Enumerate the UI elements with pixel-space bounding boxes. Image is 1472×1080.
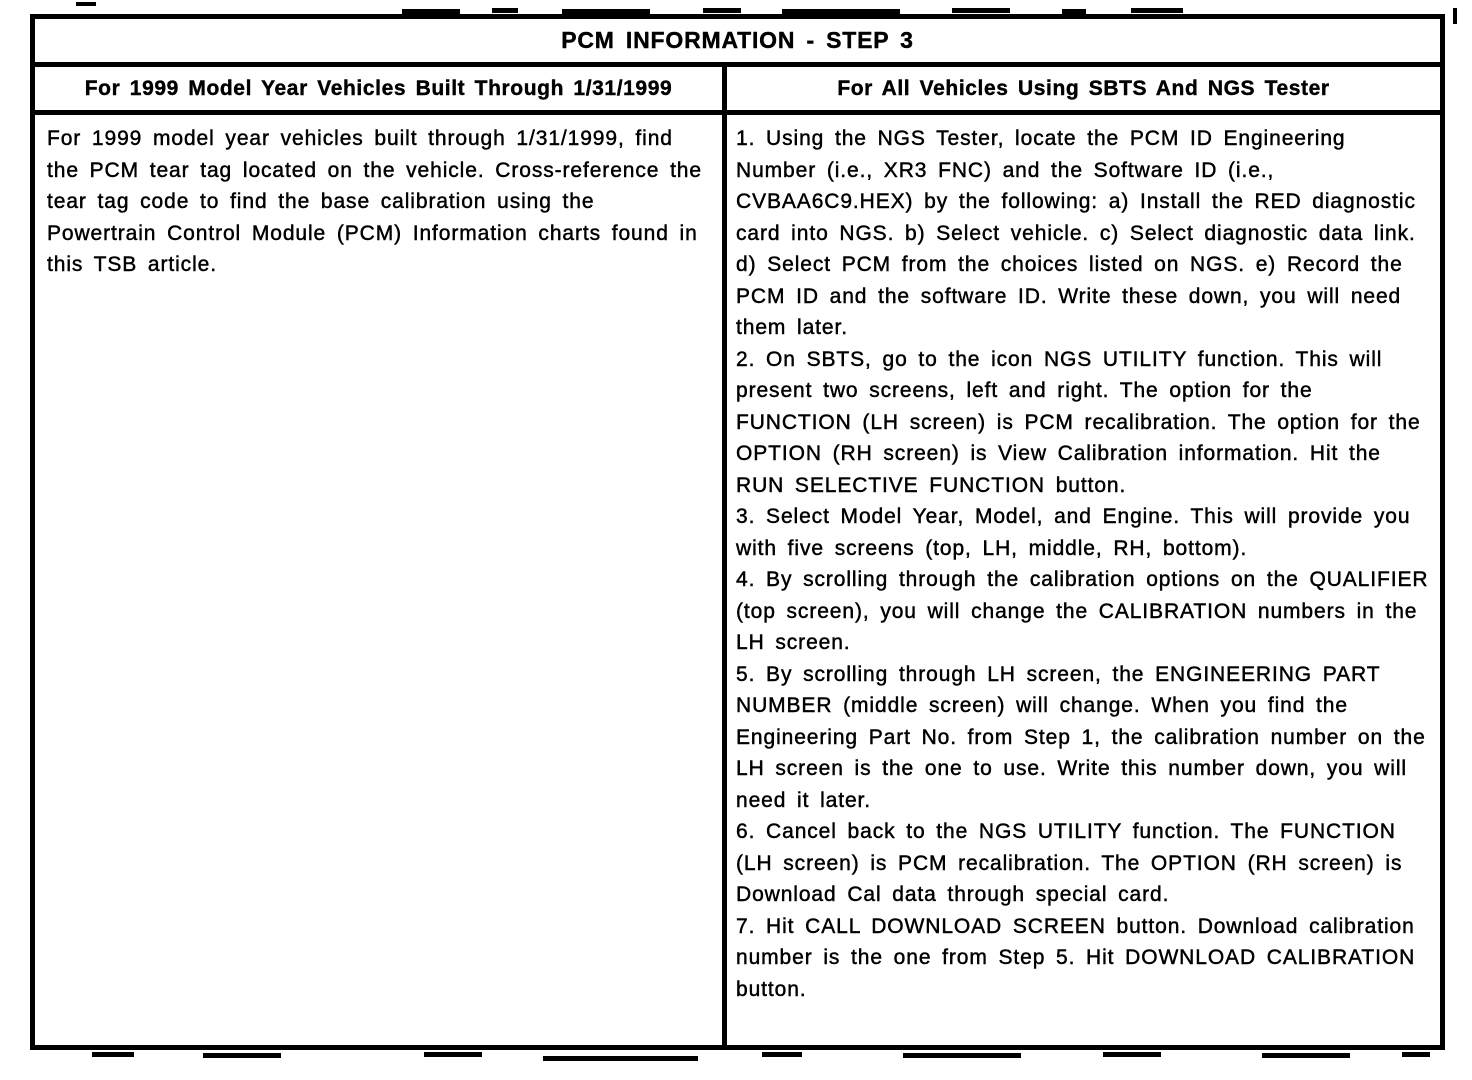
table-title: PCM INFORMATION - STEP 3 xyxy=(561,27,914,53)
scan-artifact xyxy=(203,1053,281,1058)
scan-artifact xyxy=(1103,1052,1161,1057)
column-right-header: For All Vehicles Using SBTS And NGS Tester xyxy=(837,76,1330,100)
scan-artifact xyxy=(903,1053,1021,1058)
scan-artifact xyxy=(1131,8,1183,13)
instruction-step: 2. On SBTS, go to the icon NGS UTILITY function. This will present two screens, left and right. The option for the FUNCTION (LH screen) is PCM recalibration. The option for the OPTION (RH screen) is View Calibration information. Hit the RUN SELECTIVE FUNCTION button. xyxy=(736,347,1421,497)
column-left-header-cell xyxy=(35,67,722,115)
scan-artifact xyxy=(492,8,518,13)
column-sbts-ngs xyxy=(727,67,1440,1045)
table-title-row xyxy=(35,19,1440,67)
left-column-paragraph: For 1999 model year vehicles built through 1/31/1999, find the PCM tear tag located on the vehicle. Cross-reference the tear tag code to find the base calibration using the Powertrain Control Module (PCM) Information charts found in this TSB article. xyxy=(47,127,702,276)
column-1999-vehicles xyxy=(35,67,727,1045)
scan-artifact xyxy=(952,8,1010,13)
instruction-step: 3. Select Model Year, Model, and Engine. This will provide you with five screens (top, LH, middle, RH, bottom). xyxy=(736,505,1411,560)
scan-artifact xyxy=(762,1052,802,1057)
table-columns xyxy=(35,67,1440,1045)
column-left-body-cell xyxy=(35,115,722,1045)
scan-artifact xyxy=(543,1056,698,1061)
instruction-step: 1. Using the NGS Tester, locate the PCM ID Engineering Number (i.e., XR3 FNC) and the Software ID (i.e., CVBAA6C9.HEX) by the following: a) Install the RED diagnostic card into NGS. b) Select vehicle. c) Select diagnostic data link. d) Select PCM from the choices listed on NGS. e) Record the PCM ID and the software ID. Write these down, you will need them later. xyxy=(736,127,1416,339)
instruction-step: 4. By scrolling through the calibration options on the QUALIFIER (top screen), you will change the CALIBRATION numbers in the LH screen. xyxy=(736,568,1429,654)
scan-artifact xyxy=(424,1052,482,1057)
column-left-header: For 1999 Model Year Vehicles Built Through 1/31/1999 xyxy=(84,76,673,100)
pcm-information-table xyxy=(30,14,1445,1050)
instruction-step: 5. By scrolling through LH screen, the ENGINEERING PART NUMBER (middle screen) will change. When you find the Engineering Part No. from Step 1, the calibration number on the LH screen is the one to use. Write this number down, you will need it later. xyxy=(736,662,1426,812)
scan-artifact xyxy=(703,8,741,13)
instruction-step: 6. Cancel back to the NGS UTILITY function. The FUNCTION (LH screen) is PCM recalibration. The OPTION (RH screen) is Download Cal data through special card. xyxy=(736,820,1403,906)
instruction-step: 7. Hit CALL DOWNLOAD SCREEN button. Download calibration number is the one from Step 5. Hit DOWNLOAD CALIBRATION button. xyxy=(736,914,1416,1001)
scan-artifact xyxy=(1262,1053,1350,1058)
scan-artifact xyxy=(76,2,96,6)
scan-artifact xyxy=(1402,1052,1430,1057)
column-right-body-cell xyxy=(727,115,1440,1045)
column-right-header-cell xyxy=(727,67,1440,115)
scan-artifact xyxy=(92,1052,134,1057)
scan-artifact xyxy=(1453,8,1457,24)
